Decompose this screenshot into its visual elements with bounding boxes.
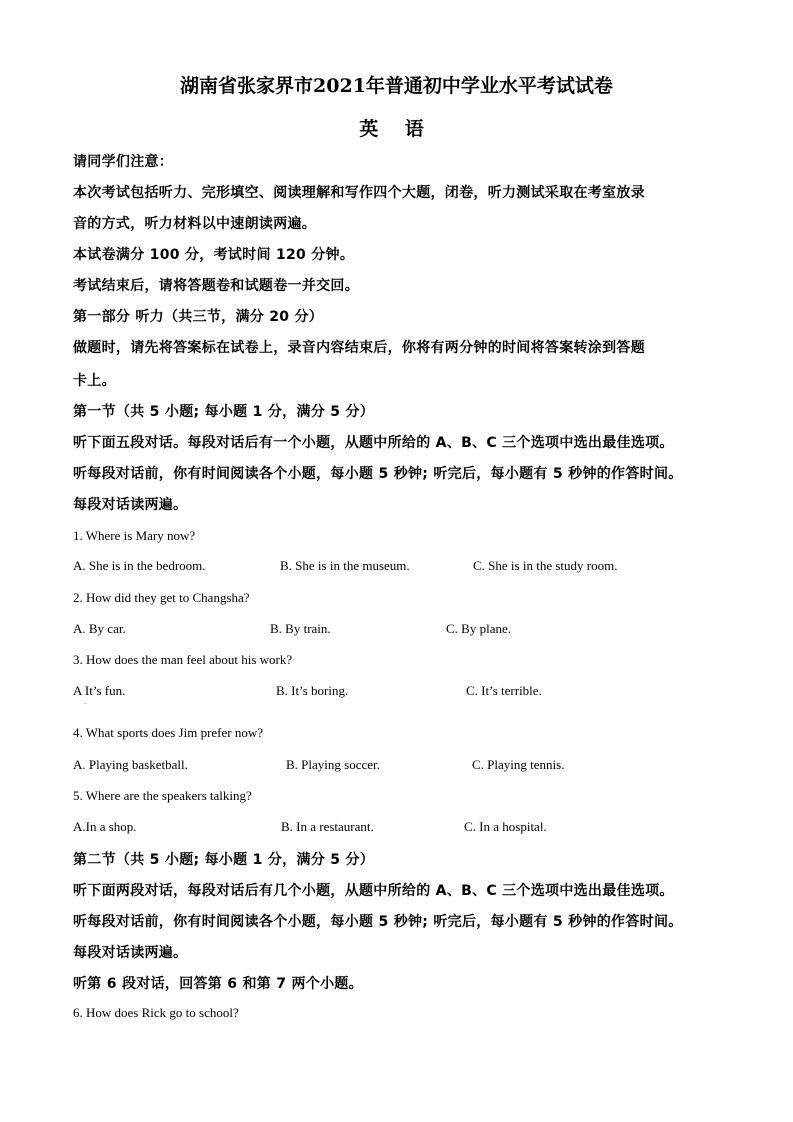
option-c: C. It’s terrible. xyxy=(466,683,542,698)
question-stem: 6. How does Rick go to school? xyxy=(73,1005,239,1020)
section1-instruction: 听下面五段对话。每段对话后有一个小题，从题中所给的 A、B、C 三个选项中选出最佳选项。 xyxy=(73,435,674,451)
question-stem: 5. Where are the speakers talking? xyxy=(73,788,252,803)
option-b: B. Playing soccer. xyxy=(286,757,380,772)
notice-line: 音的方式，听力材料以中速朗读两遍。 xyxy=(73,216,317,232)
option-a: A.In a shop. xyxy=(73,819,137,834)
option-a: A. She is in the bedroom. xyxy=(73,558,206,573)
section2-heading: 第二节（共 5 小题; 每小题 1 分，满分 5 分） xyxy=(73,852,375,868)
stray-mark: . xyxy=(84,697,86,706)
section2-instruction: 听每段对话前，你有时间阅读各个小题，每小题 5 秒钟; 听完后，每小题有 5 秒钟的作答时间。 xyxy=(73,914,683,930)
option-b: B. By train. xyxy=(270,621,331,636)
option-c: C. In a hospital. xyxy=(464,819,547,834)
option-b: B. She is in the museum. xyxy=(280,558,410,573)
question-stem: 4. What sports does Jim prefer now? xyxy=(73,725,264,740)
notice-line: 本次考试包括听力、完形填空、阅读理解和写作四个大题，闭卷，听力测试采取在考室放录 xyxy=(73,185,645,201)
part1-instruction: 做题时，请先将答案标在试卷上，录音内容结束后，你将有两分钟的时间将答案转涂到答题 xyxy=(73,340,645,356)
part1-heading: 第一部分 听力（共三节，满分 20 分） xyxy=(73,309,324,325)
option-c: C. By plane. xyxy=(446,621,511,636)
question-stem: 1. Where is Mary now? xyxy=(73,528,196,543)
part1-instruction: 卡上。 xyxy=(73,373,116,389)
section1-instruction: 每段对话读两遍。 xyxy=(73,497,188,513)
dialogue-heading: 听第 6 段对话，回答第 6 和第 7 两个小题。 xyxy=(73,976,363,992)
question-stem: 2. How did they get to Changsha? xyxy=(73,590,250,605)
option-b: B. In a restaurant. xyxy=(281,819,374,834)
section2-instruction: 听下面两段对话，每段对话后有几个小题，从题中所给的 A、B、C 三个选项中选出最佳选项。 xyxy=(73,883,674,899)
option-a: A It’s fun. xyxy=(73,683,126,698)
subject-title: 英 语 xyxy=(359,118,434,140)
option-a: A. By car. xyxy=(73,621,126,636)
section2-instruction: 每段对话读两遍。 xyxy=(73,945,188,961)
exam-title: 湖南省张家界市2021年普通初中学业水平考试试卷 xyxy=(180,75,613,97)
option-b: B. It’s boring. xyxy=(276,683,349,698)
notice-line: 考试结束后，请将答题卷和试题卷一并交回。 xyxy=(73,278,359,294)
question-stem: 3. How does the man feel about his work? xyxy=(73,652,293,667)
section1-heading: 第一节（共 5 小题; 每小题 1 分，满分 5 分） xyxy=(73,404,375,420)
option-c: C. She is in the study room. xyxy=(473,558,618,573)
option-a: A. Playing basketball. xyxy=(73,757,188,772)
notice-heading: 请同学们注意： xyxy=(73,154,174,170)
notice-line: 本试卷满分 100 分，考试时间 120 分钟。 xyxy=(73,247,355,263)
option-c: C. Playing tennis. xyxy=(472,757,565,772)
section1-instruction: 听每段对话前，你有时间阅读各个小题，每小题 5 秒钟; 听完后，每小题有 5 秒钟的作答时间。 xyxy=(73,466,683,482)
